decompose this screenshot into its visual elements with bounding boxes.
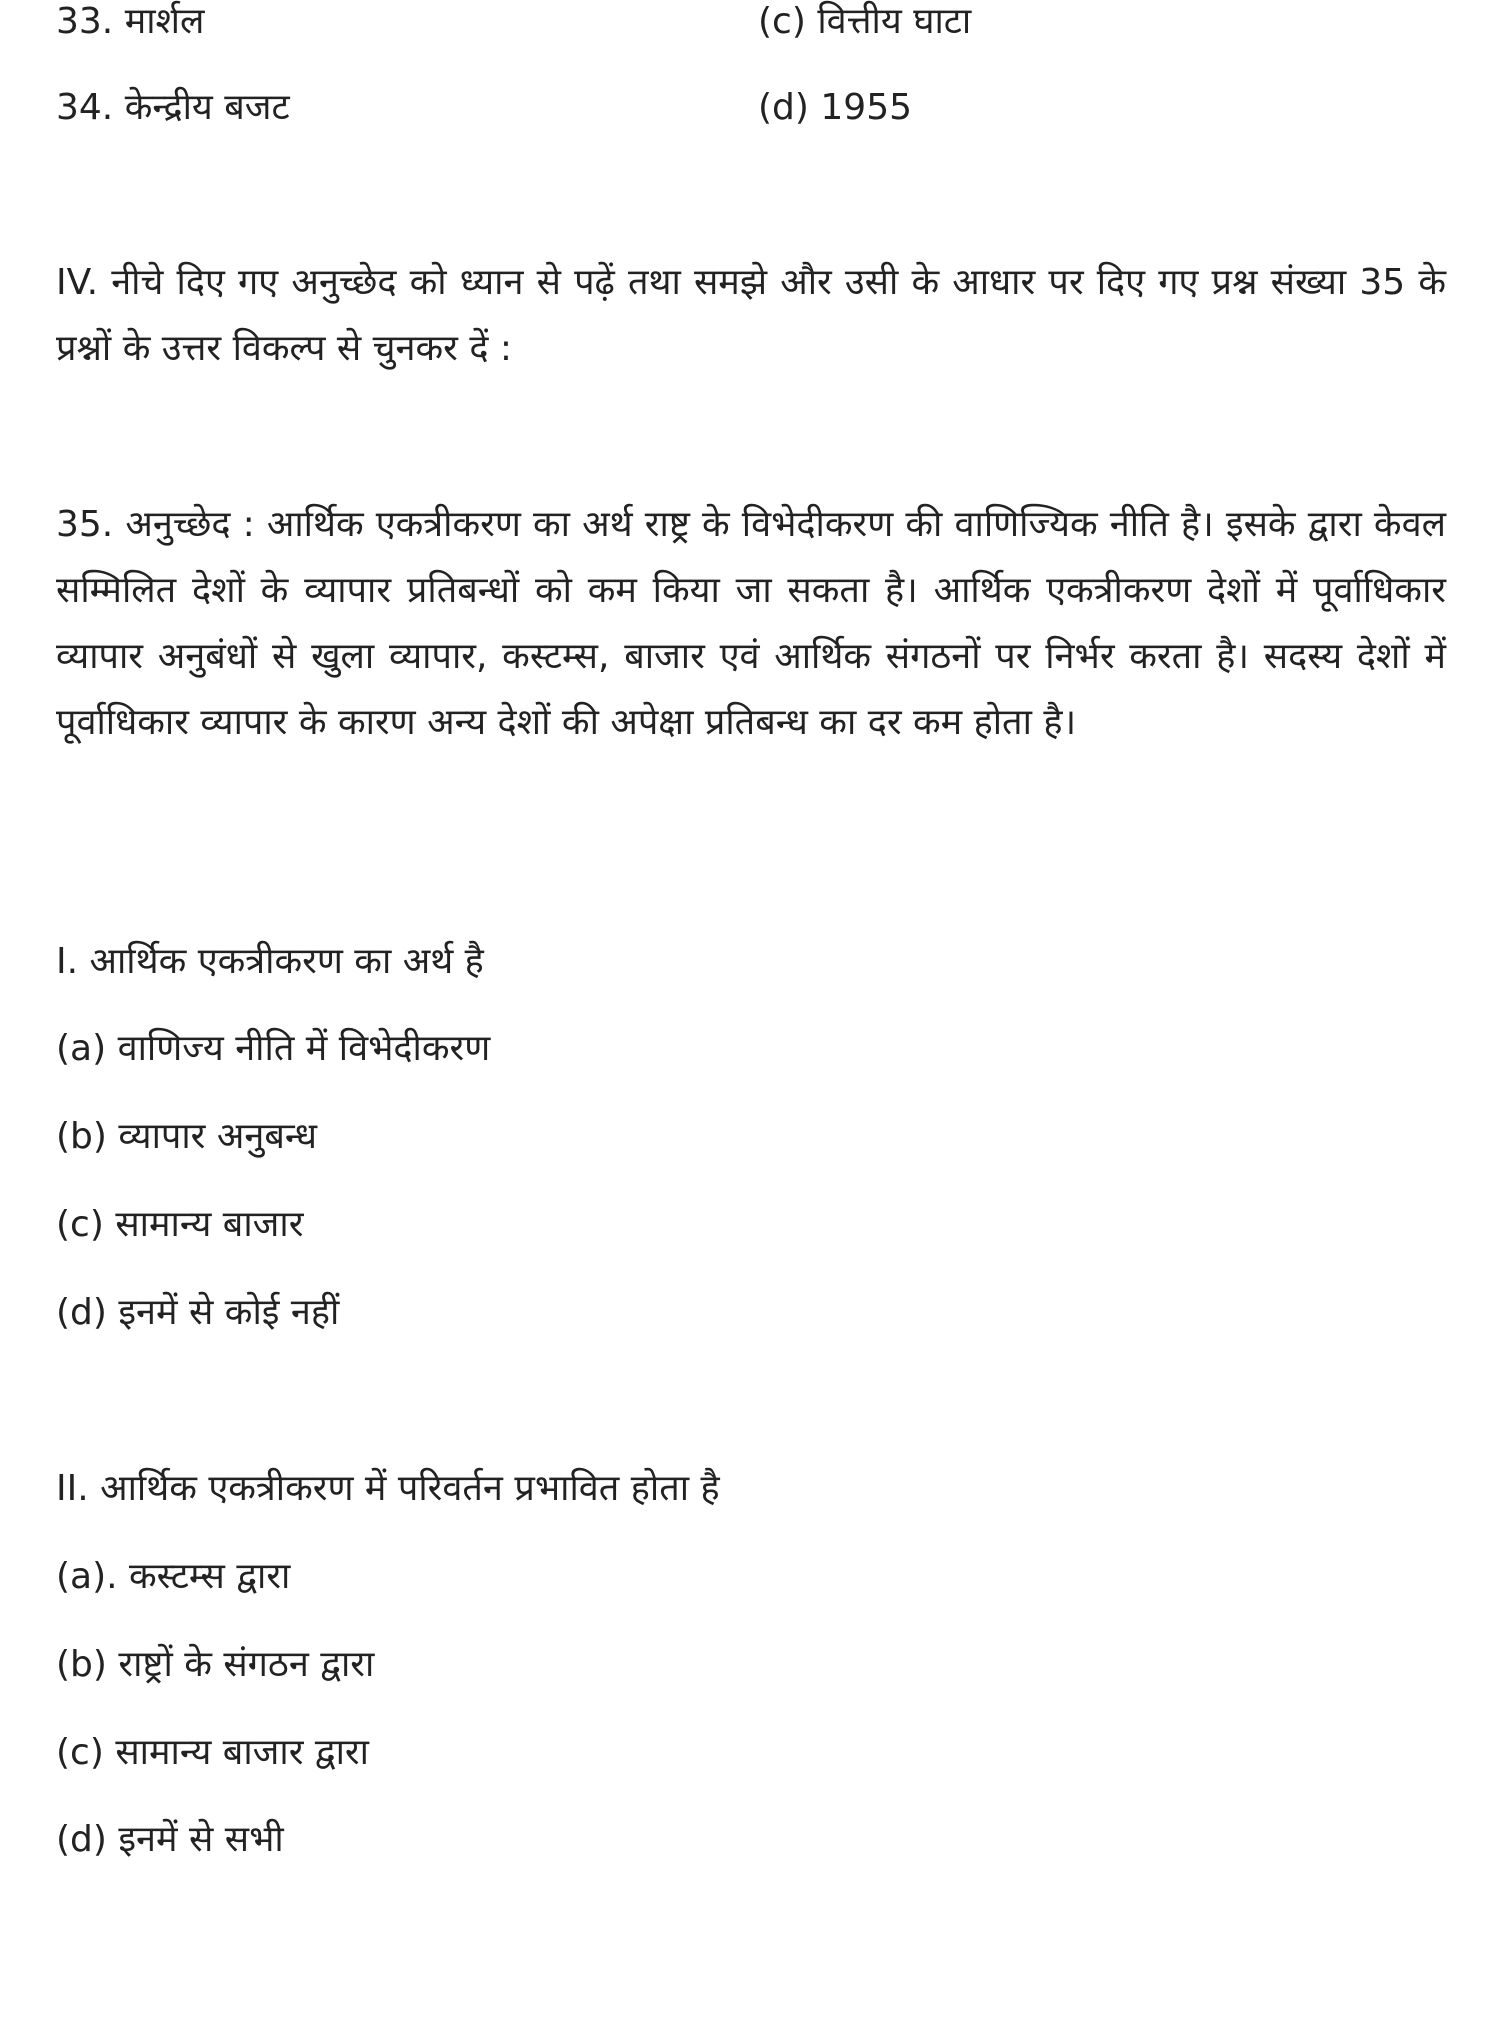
section-iv-instruction: IV. नीचे दिए गए अनुच्छेद को ध्यान से पढ़ें तथा समझे और उसी के आधार पर दिए गए प्रश्न संख्या 35 के प्रश्नों के उत्तर विकल्प से चुनकर दें : [56, 262, 1446, 369]
match-option-d: (d) 1955 [758, 87, 913, 128]
question-2-stem: II. आर्थिक एकत्रीकरण में परिवर्तन प्रभावित होता है [56, 1468, 720, 1509]
question-2-option-a: (a). कस्टम्स द्वारा [56, 1556, 291, 1597]
question-2-option-d: (d) इनमें से सभी [56, 1819, 284, 1860]
match-option-c: (c) वित्तीय घाटा [758, 1, 972, 42]
question-1-option-d: (d) इनमें से कोई नहीं [56, 1292, 340, 1333]
question-1-stem: I. आर्थिक एकत्रीकरण का अर्थ है [56, 941, 484, 982]
passage-35: 35. अनुच्छेद : आर्थिक एकत्रीकरण का अर्थ राष्ट्र के विभेदीकरण की वाणिज्यिक नीति है। इसके द्वारा केवल सम्मिलित देशों के व्यापार प्रतिबन्धों को कम किया जा सकता है। आर्थिक एकत्रीकरण देशों में पूर्वाधिकार व्यापार अनुबंधों से खुला व्यापार, कस्टम्स, बाजार एवं आर्थिक संगठनों पर निर्भर करता है। सदस्य देशों में पूर्वाधिकार व्यापार के कारण अन्य देशों की अपेक्षा प्रतिबन्ध का दर कम होता है। [56, 504, 1446, 743]
question-2-option-b: (b) राष्ट्रों के संगठन द्वारा [56, 1644, 375, 1685]
match-item-34: 34. केन्द्रीय बजट [56, 87, 290, 128]
match-item-33: 33. मार्शल [56, 1, 205, 42]
question-1-option-b: (b) व्यापार अनुबन्ध [56, 1116, 317, 1157]
question-1-option-c: (c) सामान्य बाजार [56, 1204, 304, 1245]
question-2-option-c: (c) सामान्य बाजार द्वारा [56, 1732, 369, 1773]
question-1-option-a: (a) वाणिज्य नीति में विभेदीकरण [56, 1028, 491, 1069]
